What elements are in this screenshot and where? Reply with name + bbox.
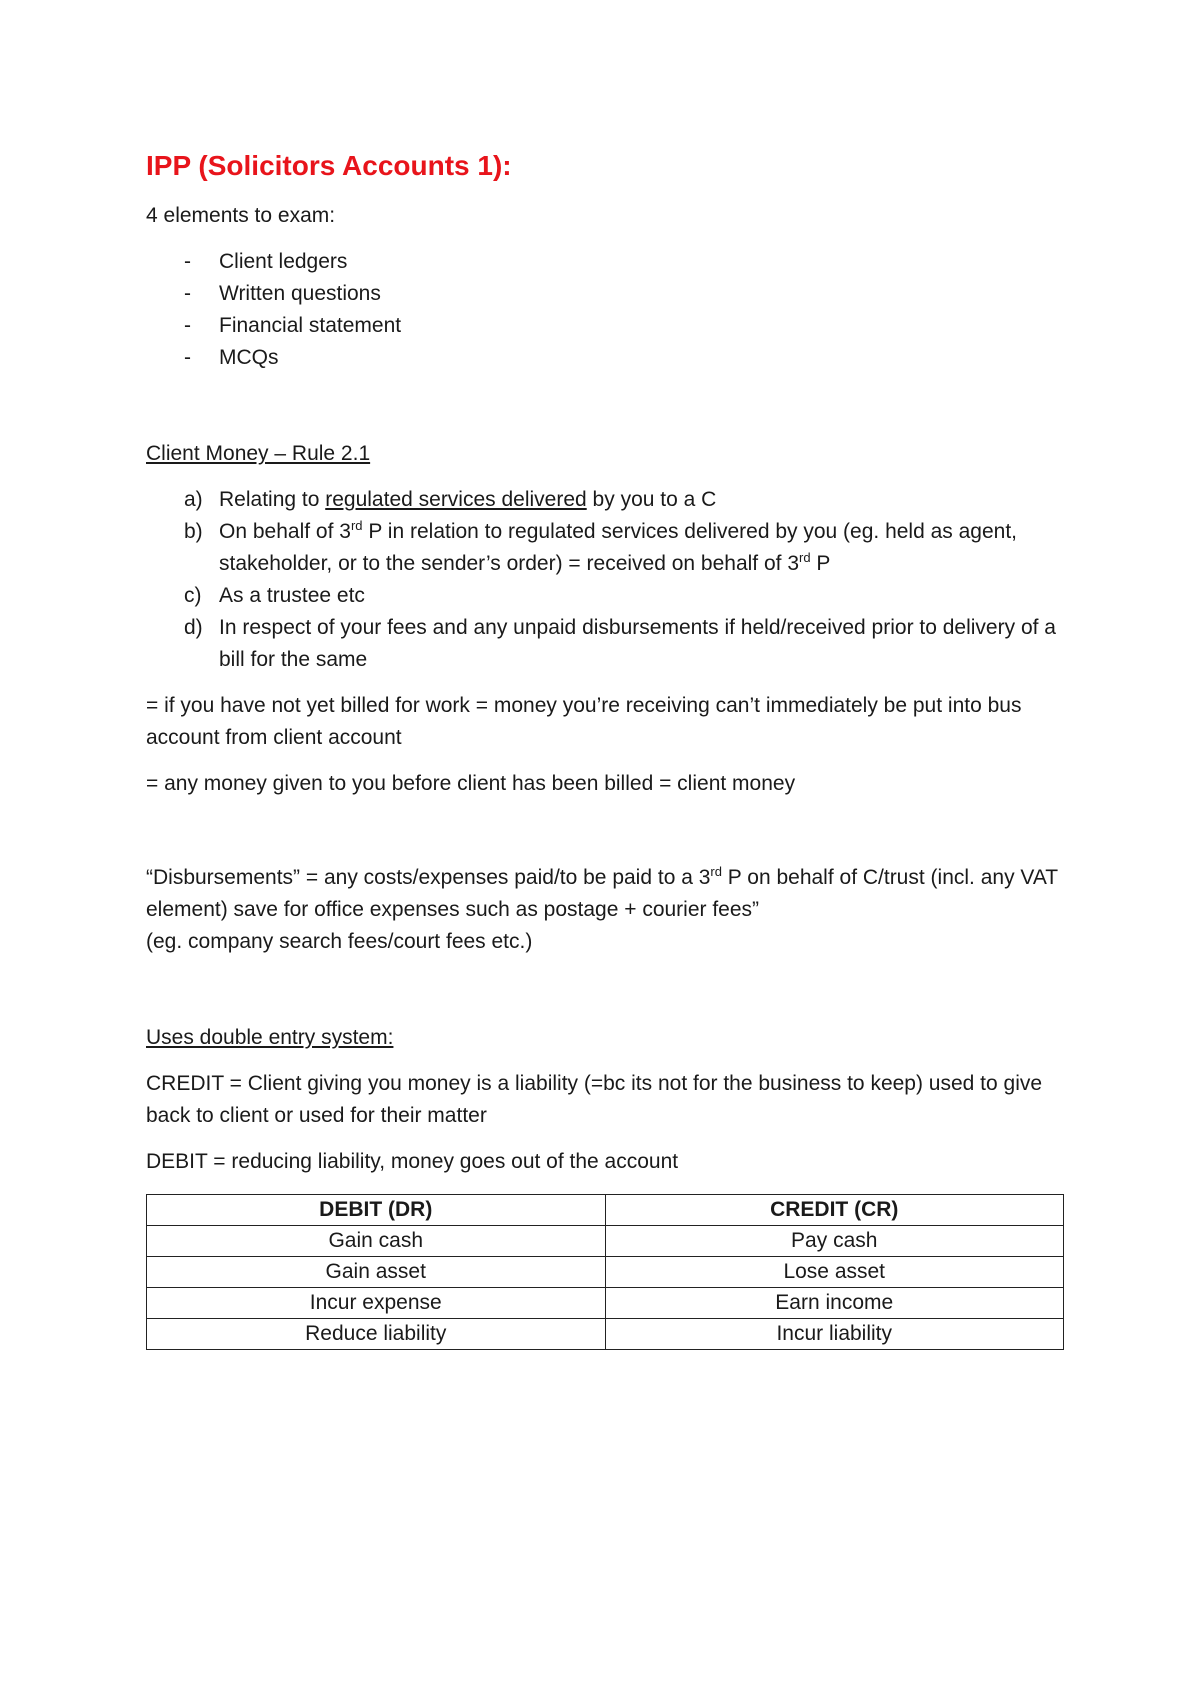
exam-elements-list — [146, 246, 1066, 374]
dash-bullet: - — [184, 346, 191, 369]
list-item-c — [146, 580, 1066, 612]
page-title: IPP (Solicitors Accounts 1): — [146, 150, 512, 181]
list-item-text: Financial statement — [219, 314, 402, 337]
list-item — [146, 342, 1066, 374]
item-letter: d) — [184, 616, 203, 639]
debit-credit-table — [146, 1194, 1064, 1350]
underlined-phrase: regulated services delivered — [325, 488, 587, 511]
item-letter: b) — [184, 520, 203, 543]
client-money-heading: Client Money – Rule 2.1 — [146, 442, 371, 465]
item-text: P in relation to regulated services delivered by you (eg. held as agent, stakeholder, or to the sender’s order) = received on behalf of 3 — [219, 520, 1018, 575]
list-item-text: Written questions — [219, 282, 381, 305]
item-text: As a trustee etc — [219, 584, 365, 607]
list-item-a — [146, 484, 1066, 516]
table-row — [147, 1319, 1064, 1350]
table-cell: Reduce liability — [147, 1319, 606, 1350]
table-cell: Lose asset — [605, 1257, 1064, 1288]
definition-text: P on behalf of C/trust (incl. any VAT element) save for office expenses such as postage + courier fees” — [146, 866, 1058, 921]
table-cell: Gain asset — [147, 1257, 606, 1288]
dash-bullet: - — [184, 282, 191, 305]
table-row — [147, 1257, 1064, 1288]
document-body — [146, 146, 1066, 1350]
item-text: In respect of your fees and any unpaid disbursements if held/received prior to delivery of a bill for the same — [219, 616, 1056, 671]
table-cell: Incur liability — [605, 1319, 1064, 1350]
table-header-credit: CREDIT (CR) — [605, 1195, 1064, 1226]
disbursements-examples: (eg. company search fees/court fees etc.) — [146, 930, 533, 953]
list-item — [146, 278, 1066, 310]
table-cell: Incur expense — [147, 1288, 606, 1319]
table-row — [147, 1288, 1064, 1319]
client-money-list — [146, 484, 1066, 676]
list-item-b — [146, 516, 1066, 580]
table-header-debit: DEBIT (DR) — [147, 1195, 606, 1226]
item-text: On behalf of 3 — [219, 520, 351, 543]
list-item-text: Client ledgers — [219, 250, 348, 273]
table-header-row — [147, 1195, 1064, 1226]
list-item — [146, 246, 1066, 278]
item-text: P — [810, 552, 831, 575]
list-item-d — [146, 612, 1066, 676]
credit-definition: CREDIT = Client giving you money is a liability (=bc its not for the business to keep) used to give back to client or used for their matter — [146, 1072, 1043, 1127]
intro-text: 4 elements to exam: — [146, 204, 336, 227]
double-entry-heading: Uses double entry system: — [146, 1026, 394, 1049]
superscript: rd — [799, 550, 811, 565]
superscript: rd — [710, 864, 722, 879]
item-letter: c) — [184, 584, 202, 607]
superscript: rd — [350, 518, 363, 533]
table-cell: Pay cash — [605, 1226, 1064, 1257]
item-text: by you to a C — [586, 488, 717, 511]
item-letter: a) — [184, 488, 203, 511]
definition-text: “Disbursements” = any costs/expenses paid/to be paid to a 3 — [146, 866, 711, 889]
table-cell: Gain cash — [147, 1226, 606, 1257]
list-item — [146, 310, 1066, 342]
debit-definition: DEBIT = reducing liability, money goes out of the account — [146, 1150, 679, 1173]
dash-bullet: - — [184, 314, 191, 337]
disbursements-definition — [146, 862, 1066, 926]
table-cell: Earn income — [605, 1288, 1064, 1319]
table-row — [147, 1226, 1064, 1257]
client-money-note-1: = if you have not yet billed for work = money you’re receiving can’t immediately be put into bus account from client account — [146, 694, 1022, 749]
item-text: Relating to — [219, 488, 326, 511]
list-item-text: MCQs — [219, 346, 279, 369]
client-money-note-2: = any money given to you before client has been billed = client money — [146, 772, 796, 795]
dash-bullet: - — [184, 250, 191, 273]
